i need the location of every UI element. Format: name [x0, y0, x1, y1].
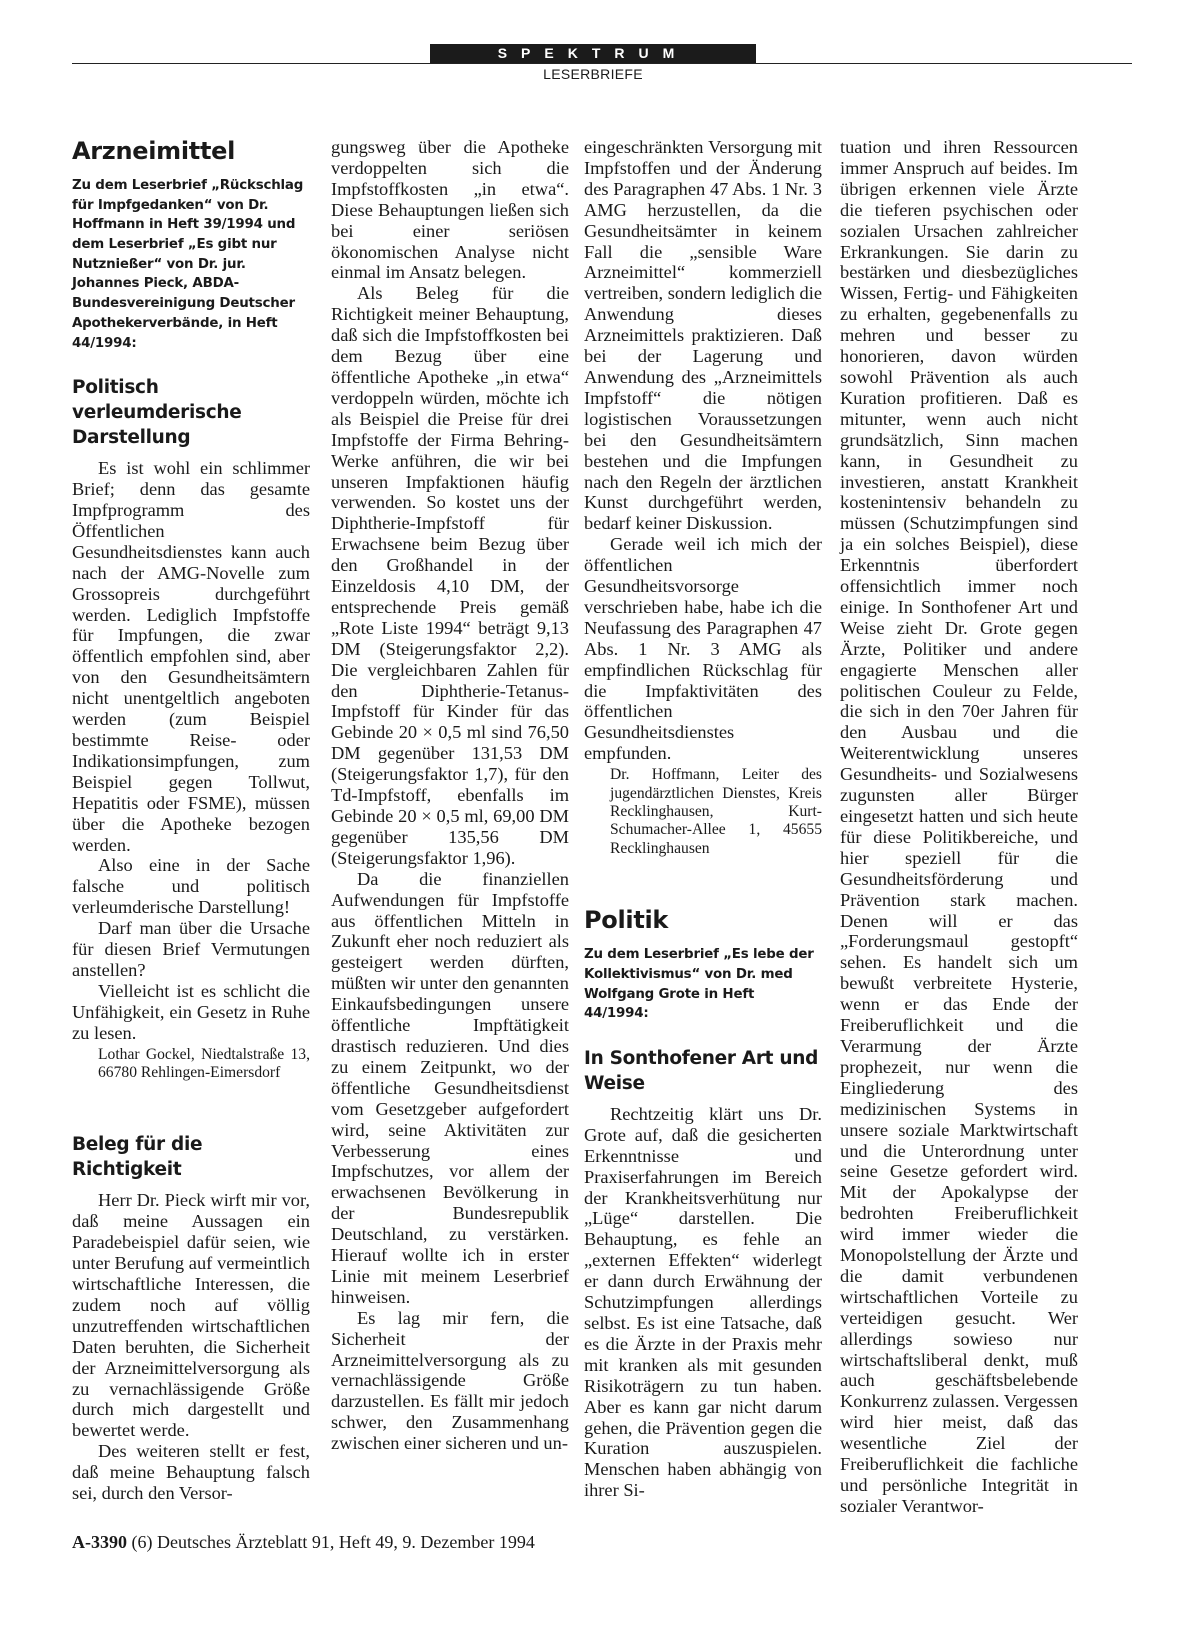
paragraph: Als Beleg für die Richtigkeit meiner Behauptung, daß sich die Impfstoffkosten bei dem Bezug über eine öffentliche Apotheke „in etwa“ verdoppeln würden, möchte ich als Beispiel die Preise für drei Impfstoffe der Firma Behring-Werke anführen, die wir bei unseren Impfaktionen häufig verwenden. So kostet uns der Diphtherie-Impfstoff für Erwachsene beim Bezug über den Großhandel in der Einzeldosis 4,10 DM, der entsprechende Preis gemäß „Rote Liste 1994“ beträgt 9,13 DM (Steigerungsfaktor 2,2). Die vergleichbaren Zahlen für den Diphtherie-Tetanus-Impfstoff für Kinder für das Gebinde 20 × 0,5 ml sind 76,50 DM gegenüber 131,53 DM (Steigerungsfaktor 1,7), für den Td-Impfstoff, ebenfalls im Gebinde 20 × 0,5 ml, 69,00 DM gegenüber 135,56 DM (Steigerungsfaktor 1,96). [331, 283, 569, 868]
paragraph: tuation und ihren Ressourcen immer Anspruch auf beides. Im übrigen erkennen viele Ärzte die tieferen psychischen oder sozialen Ursachen zahlreicher Erkrankungen. Sie darin zu bestärken und diesbezügliches Wissen, Fertig- und Fähigkeiten zu erhalten, gegebenenfalls zu mehren und besser zu honorieren, davon würden sowohl Prävention als auch Kuration profitieren. Daß es mitunter, wenn auch nicht grundsätzlich, Sinn machen kann, in Gesundheit zu investieren, anstatt Krankheit kostenintensiv behandeln zu müssen (Schutzimpfungen sind ja ein solches Beispiel), diese Erkenntnis überfordert offensichtlich immer noch einige. In Sonthofener Art und Weise zieht Dr. Grote gegen Ärzte, Politiker und andere engagierte Menschen aller politischen Couleur zu Felde, die sich in den 70er Jahren für den Ausbau und die Weiterentwicklung unseres Gesundheits- und Sozialwesens zugunsten aller Bürger eingesetzt hatten und sich heute für diese Politikbereiche, und hier speziell für die Gesundheitsförderung und Prävention stark machen. Denen will er das „Forderungsmaul gestopft“ sehen. Es handelt sich um bewußt verbreitete Hysterie, wenn er das Ende der Freiberuflichkeit und die Verarmung der Ärzte prophezeit, nur wenn die Eingliederung des medizinischen Systems in unsere soziale Marktwirtschaft und die Unterordnung unter seine Gesetze gefordert wird. Mit der Apokalypse der bedrohten Freiberuflichkeit wird immer wieder die Monopolstellung der Ärzte und die damit verbundenen wirtschaftlichen Vorteile zu verteidigen gesucht. Wer allerdings sowieso nur wirtschaftsliberal denkt, muß auch geschäftsbelebende Konkurrenz zulassen. Vergessen wird hier meist, daß das wesentliche Ziel der Freiberuflichkeit die fachliche und persönliche Integrität in sozialer Verantwor- [840, 137, 1078, 1516]
paragraph: Darf man über die Ursache für diesen Brief Vermutungen anstellen? [72, 918, 310, 980]
paragraph: Gerade weil ich mich der öffentlichen Gesundheitsvorsorge verschrieben habe, habe ich die Neufassung des Paragraphen 47 Abs. 1 Nr. 3 AMG als empfindlichen Rückschlag für die Impfaktivitäten des öffentlichen Gesundheitsdienstes empfunden. [584, 534, 822, 764]
paragraph: Also eine in der Sache falsche und politisch verleumderische Darstellung! [72, 855, 310, 918]
section-label: SPEKTRUM [430, 44, 756, 63]
letter-intro: Zu dem Leserbrief „Rückschlag für Impfgedanken“ von Dr. Hoffmann in Heft 39/1994 und dem Leserbrief „Es gibt nur Nutznießer“ von Dr. jur. Johannes Pieck, ABDA-Bundesvereinigung Deutscher Apothekerverbände, in Heft 44/1994: [72, 177, 304, 351]
letter-signature: Dr. Hoffmann, Leiter des jugendärztlichen Dienstes, Kreis Recklinghausen, Kurt-Schumacher-Allee 1, 45655 Recklinghausen [610, 766, 822, 857]
paragraph: Es lag mir fern, die Sicherheit der Arzneimittelversorgung als zu vernachlässigende Größe darzustellen. Es fällt mir jedoch schwer, den Zusammenhang zwischen einer sicheren und un- [331, 1307, 569, 1454]
paragraph: eingeschränkten Versorgung mit Impfstoffen und der Änderung des Paragraphen 47 Abs. 1 Nr. 3 AMG herzustellen, da die Gesundheitsämter in keinem Fall die „sensible Ware Arzneimittel“ kommerziell vertreiben, sondern lediglich die Anwendung dieses Arzneimittels praktizieren. Daß bei der Lagerung und Anwendung des „Arzneimittels Impfstoff“ die nötigen logistischen Voraussetzungen bei den Gesundheitsämtern bestehen und die Impfungen nach den Regeln der ärztlichen Kunst durchgeführt werden, bedarf keiner Diskussion. [584, 137, 822, 534]
subsection-label: LESERBRIEFE [543, 66, 643, 82]
letter-heading: Beleg für die Richtigkeit [72, 1134, 203, 1181]
column-3 [584, 137, 822, 1501]
letter-heading: In Sonthofener Art und Weise [584, 1047, 819, 1094]
paragraph: Des weiteren stellt er fest, daß meine Behauptung falsch sei, durch den Versor- [72, 1441, 310, 1504]
topic-heading-arzneimittel: Arzneimittel [72, 137, 236, 165]
page-number: A-3390 [72, 1532, 127, 1552]
paragraph: Rechtzeitig klärt uns Dr. Grote auf, daß die gesicherten Erkenntnisse und Praxiserfahrungen im Bereich der Krankheitsverhütung nur „Lüge“ darstellen. Die Behauptung, es fehle an „externen Effekten“ widerlegt er dann durch Erwähnung der Schutzimpfungen allerdings selbst. Es ist eine Tatsache, daß es die Ärzte in der Praxis mehr mit kranken als mit gesunden Risikoträgern zu tun haben. Aber es kann gar nicht darum gehen, die Prävention gegen die Kuration auszuspielen. Menschen haben abhängig von ihrer Si- [584, 1103, 822, 1501]
column-4 [840, 137, 1078, 1516]
letter-signature: Lothar Gockel, Niedtalstraße 13, 66780 Rehlingen-Eimersdorf [98, 1045, 310, 1082]
letter-heading: Politisch verleumderische Darstellung [72, 377, 242, 449]
column-1 [72, 137, 310, 1504]
paragraph: gungsweg über die Apotheke verdoppelten sich die Impfstoffkosten „in etwa“. Diese Behauptungen ließen sich bei einer seriösen ökonomischen Analyse nicht einmal im Ansatz belegen. [331, 137, 569, 283]
paragraph: Vielleicht ist es schlicht die Unfähigkeit, ein Gesetz in Ruhe zu lesen. [72, 980, 310, 1043]
topic-heading-politik: Politik [584, 906, 669, 935]
page-footer [72, 1532, 535, 1553]
publication-info: (6) Deutsches Ärzteblatt 91, Heft 49, 9. Dezember 1994 [131, 1532, 535, 1552]
letter-intro: Zu dem Leserbrief „Es lebe der Kollektivismus“ von Dr. med Wolfgang Grote in Heft 44/1994: [584, 947, 814, 1022]
header-rule [72, 63, 1132, 64]
column-2 [331, 137, 569, 1497]
paragraph: Da die finanziellen Aufwendungen für Impfstoffe aus öffentlichen Mitteln in Zukunft eher noch reduziert als gesteigert werden dürften, müßten wir unter den genannten Einkaufsbedingungen unsere öffentliche Impftätigkeit drastisch reduzieren. Und dies zu einem Zeitpunkt, wo der öffentliche Gesundheitsdienst vom Gesetzgeber aufgefordert wird, seine Aktivitäten zur Verbesserung eines Impfschutzes, vor allem der erwachsenen Bevölkerung in der Bundesrepublik Deutschland, zu verstärken. Hierauf wollte ich in erster Linie mit meinem Leserbrief hinweisen. [331, 868, 569, 1307]
paragraph: Es ist wohl ein schlimmer Brief; denn das gesamte Impfprogramm des Öffentlichen Gesundheitsdienstes kann auch nach der AMG-Novelle zum Grossopreis durchgeführt werden. Lediglich Impfstoffe für Impfungen, die zwar öffentlich empfohlen sind, aber von den Gesundheitsämtern nicht unentgeltlich angeboten werden (zum Beispiel bestimmte Reise- oder Indikationsimpfungen, zum Beispiel gegen Tollwut, Hepatitis oder FSME), müssen über die Apotheke bezogen werden. [72, 458, 310, 855]
paragraph: Herr Dr. Pieck wirft mir vor, daß meine Aussagen ein Paradebeispiel dafür seien, wie unter Berufung auf vermeintlich wirtschaftliche Interessen, die zudem noch auf völlig unzutreffenden wirtschaftlichen Daten beruhten, die Sicherheit der Arzneimittelversorgung als zu vernachlässigende Größe durch mich dargestellt und bewertet werde. [72, 1190, 310, 1441]
